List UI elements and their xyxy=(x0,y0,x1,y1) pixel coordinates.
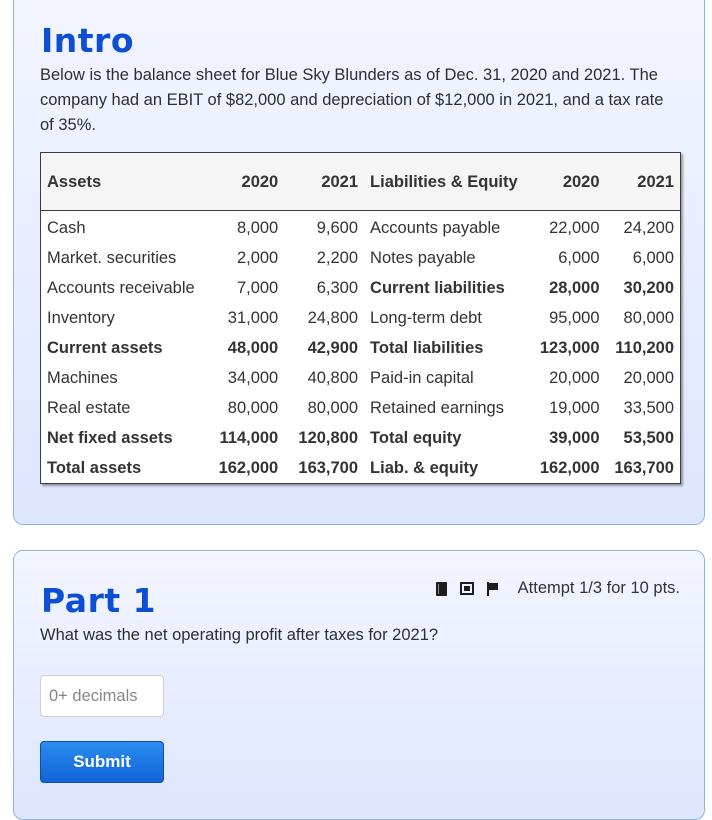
asset-label: Net fixed assets xyxy=(47,428,173,447)
liab-label: Total equity xyxy=(370,428,462,447)
book-icon[interactable] xyxy=(436,582,447,596)
flag-icon[interactable] xyxy=(487,582,499,596)
attempt-label: Attempt 1/3 for 10 pts. xyxy=(517,579,680,597)
asset-2021: 120,800 xyxy=(298,428,359,447)
asset-2021: 40,800 xyxy=(307,368,359,387)
asset-2020: 7,000 xyxy=(236,278,279,297)
asset-label: Machines xyxy=(47,368,118,387)
table-row xyxy=(41,211,681,244)
liab-2020: 6,000 xyxy=(558,248,600,267)
liab-2021: 24,200 xyxy=(623,218,674,237)
intro-paragraph: Below is the balance sheet for Blue Sky Blunders as of Dec. 31, 2020 and 2021. The company had an EBIT of $82,000 and depreciation of $12,000 in 2021, and a tax rate of 35%. xyxy=(40,66,664,134)
liab-label: Notes payable xyxy=(370,248,476,267)
liab-2020: 39,000 xyxy=(549,428,600,447)
table-row xyxy=(41,393,681,423)
asset-2020: 48,000 xyxy=(227,338,279,357)
table-row xyxy=(41,273,681,303)
liab-2021: 80,000 xyxy=(623,308,674,327)
asset-2020: 34,000 xyxy=(227,368,279,387)
table-row xyxy=(41,243,681,273)
header-liab-2020: 2020 xyxy=(526,153,606,211)
asset-label: Real estate xyxy=(47,398,131,417)
asset-2021: 42,900 xyxy=(307,338,359,357)
header-assets: Assets xyxy=(41,153,207,211)
attempt-status xyxy=(436,579,680,598)
header-liabilities-equity: Liabilities & Equity xyxy=(364,153,526,211)
liab-label: Paid-in capital xyxy=(370,368,474,387)
asset-2021: 163,700 xyxy=(298,458,359,477)
asset-2021: 80,000 xyxy=(307,398,359,417)
asset-2021: 24,800 xyxy=(307,308,359,327)
header-liab-2021: 2021 xyxy=(606,153,681,211)
table-row xyxy=(41,363,681,393)
liab-2021: 110,200 xyxy=(615,338,674,357)
question-text: What was the net operating profit after taxes for 2021? xyxy=(40,626,439,644)
asset-label: Total assets xyxy=(47,458,142,477)
liab-2020: 22,000 xyxy=(549,218,600,237)
asset-2020: 162,000 xyxy=(218,458,279,477)
liab-2021: 163,700 xyxy=(614,458,674,477)
header-assets-2021: 2021 xyxy=(284,153,364,211)
liab-2020: 123,000 xyxy=(539,338,600,357)
asset-2020: 114,000 xyxy=(219,428,279,447)
asset-2020: 80,000 xyxy=(227,398,279,417)
liab-label: Retained earnings xyxy=(370,398,504,417)
asset-label: Cash xyxy=(47,218,86,237)
asset-label: Inventory xyxy=(47,308,115,327)
liab-2021: 33,500 xyxy=(623,398,674,417)
asset-label: Accounts receivable xyxy=(47,278,195,297)
liab-2021: 30,200 xyxy=(623,278,674,297)
table-header-row xyxy=(41,153,681,211)
liab-label: Current liabilities xyxy=(370,278,505,297)
liab-2020: 162,000 xyxy=(539,458,600,477)
liab-label: Liab. & equity xyxy=(370,458,479,477)
asset-2021: 2,200 xyxy=(316,248,359,267)
answer-input[interactable] xyxy=(40,675,164,717)
liab-2021: 20,000 xyxy=(623,368,674,387)
asset-label: Market. securities xyxy=(47,248,177,267)
asset-2021: 9,600 xyxy=(316,218,359,237)
submit-button[interactable]: Submit xyxy=(40,741,164,783)
asset-label: Current assets xyxy=(47,338,163,357)
balance-sheet-table xyxy=(40,152,681,484)
asset-2020: 8,000 xyxy=(236,218,279,237)
asset-2020: 31,000 xyxy=(227,308,279,327)
intro-card xyxy=(13,0,705,525)
part1-card xyxy=(13,550,705,820)
liab-2021: 53,500 xyxy=(623,428,674,447)
film-icon[interactable] xyxy=(460,582,474,595)
asset-2021: 6,300 xyxy=(316,278,359,297)
asset-2020: 2,000 xyxy=(236,248,279,267)
liab-label: Accounts payable xyxy=(370,218,501,237)
intro-heading: Intro xyxy=(41,21,134,60)
header-assets-2020: 2020 xyxy=(206,153,284,211)
liab-label: Total liabilities xyxy=(370,338,484,357)
liab-2020: 19,000 xyxy=(549,398,600,417)
table-row xyxy=(41,333,681,363)
table-row xyxy=(41,303,681,333)
table-row xyxy=(41,453,681,484)
liab-2021: 6,000 xyxy=(632,248,674,267)
liab-label: Long-term debt xyxy=(370,308,482,327)
part1-heading: Part 1 xyxy=(41,581,157,620)
liab-2020: 28,000 xyxy=(549,278,600,297)
liab-2020: 95,000 xyxy=(549,308,600,327)
table-row xyxy=(41,423,681,453)
liab-2020: 20,000 xyxy=(549,368,600,387)
